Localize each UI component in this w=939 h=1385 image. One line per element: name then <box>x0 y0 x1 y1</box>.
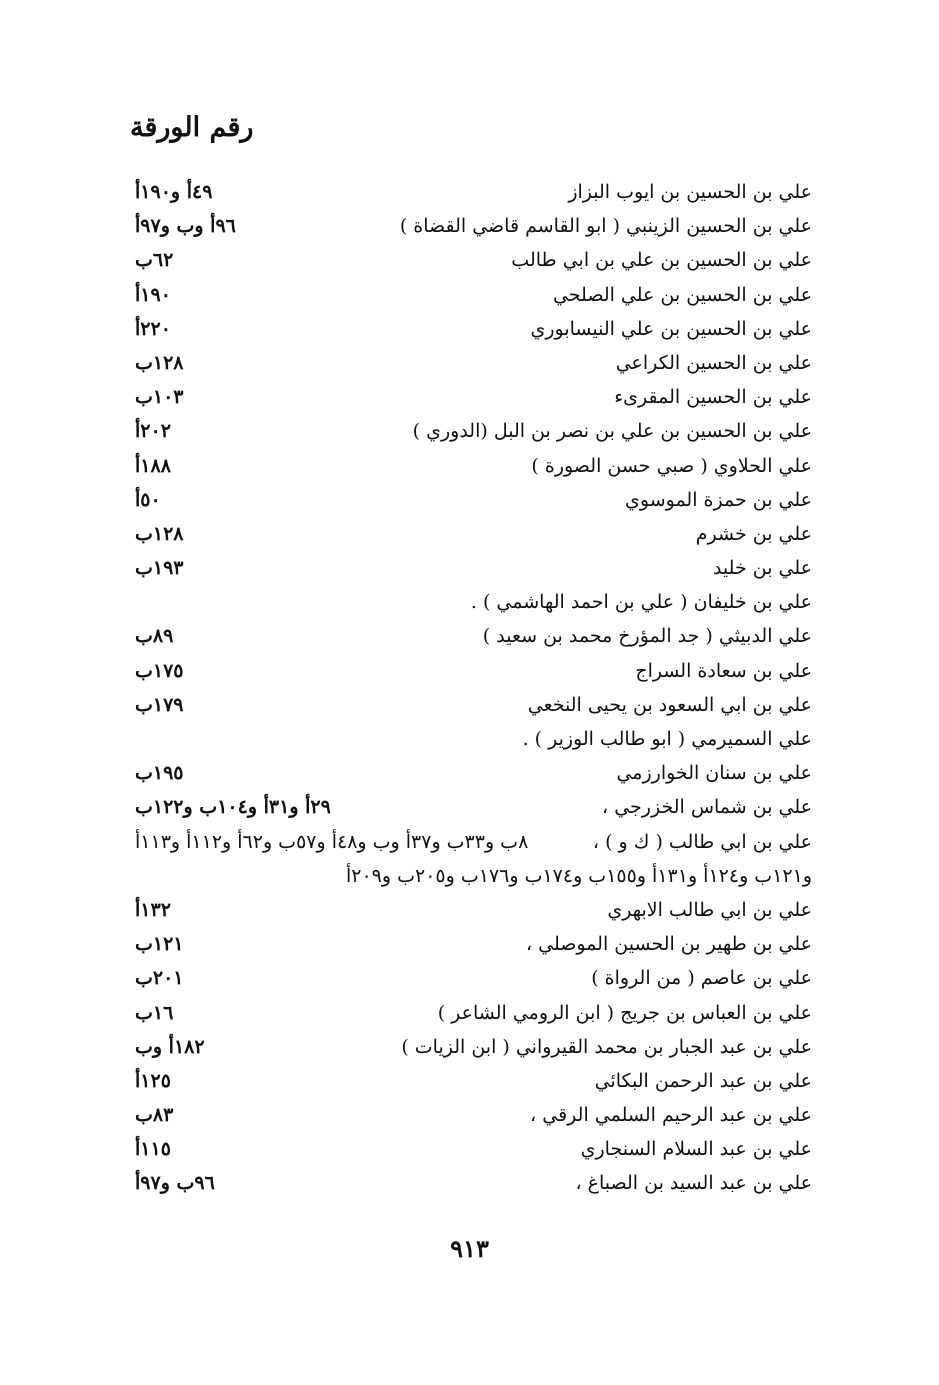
entry-name: علي بن عبد الجبار بن محمد القيرواني ( ابن الزيات ) <box>401 1035 812 1058</box>
entry-name: علي بن الحسين المقرىء <box>614 386 812 409</box>
entry-name: علي بن عبد السيد بن الصباغ ، <box>575 1172 812 1195</box>
index-entry <box>0 654 939 688</box>
entry-name: علي بن سنان الخوارزمي <box>616 762 812 785</box>
entry-folio-reference: ١٩٠أ <box>135 283 171 306</box>
entry-name: علي بن خشرم <box>695 522 812 545</box>
entry-folio-reference: ١٢٥أ <box>135 1069 171 1092</box>
index-entry <box>0 414 939 448</box>
index-entry <box>0 927 939 961</box>
index-entry <box>0 1064 939 1098</box>
entry-name: علي السميرمي ( ابو طالب الوزير ) . <box>522 728 812 750</box>
entry-name: علي بن الحسين بن علي النيسابوري <box>530 317 812 340</box>
index-entry <box>0 312 939 346</box>
index-entry <box>0 278 939 312</box>
index-entries-list <box>0 175 939 1201</box>
entry-name: علي بن ابي طالب ( ك و ) ، <box>592 830 812 853</box>
entry-folio-reference: ١٢٨ب <box>135 351 184 374</box>
entry-name: علي بن الحسين بن علي الصلحي <box>552 283 812 306</box>
page-number: ٩١٣ <box>450 1234 489 1263</box>
entry-folio-reference: ١٣٢أ <box>135 898 171 921</box>
entry-folio-reference: ٩٦أ وب و٩٧أ <box>135 215 236 238</box>
entry-name: علي بن ابي السعود بن يحيى النخعي <box>527 693 812 716</box>
index-entry <box>0 483 939 517</box>
index-entry <box>0 790 939 824</box>
entry-folio-reference: ١٩٥ب <box>135 762 184 785</box>
entry-folio-reference: ١٩٣ب <box>135 557 184 580</box>
entry-name: علي بن عاصم ( من الرواة ) <box>591 967 812 990</box>
entry-folio-reference: ٤٩أ و١٩٠أ <box>135 181 213 203</box>
entry-folio-reference: ١٨٢أ وب <box>135 1035 205 1058</box>
page-heading: رقم الورقة <box>130 112 254 143</box>
index-entry <box>0 449 939 483</box>
entry-name: علي بن الحسين بن علي بن ابي طالب <box>511 249 812 272</box>
index-entry <box>0 688 939 722</box>
entry-folio-reference: ٢٢٠أ <box>135 317 171 340</box>
entry-folio-reference: ٢٩أ و٣١أ و١٠٤ب و١٢٢ب <box>135 796 331 819</box>
index-entry <box>0 175 939 209</box>
entry-folio-reference: ١٧٩ب <box>135 693 184 716</box>
entry-name: علي بن شماس الخزرجي ، <box>602 796 812 819</box>
entry-name: علي بن حمزة الموسوي <box>625 488 812 511</box>
entry-folio-reference: ٨٩ب <box>135 625 174 648</box>
entry-folio-reference: ٨٣ب <box>135 1104 174 1127</box>
entry-name: علي بن خليفان ( علي بن احمد الهاشمي ) . <box>470 591 812 614</box>
index-entry <box>0 380 939 414</box>
index-entry <box>0 996 939 1030</box>
entry-name: علي بن ابي طالب الابهري <box>607 898 812 921</box>
entry-references-continued: و١٢١ب و١٢٤أ و١٣١أ و١٥٥ب و١٧٤ب و١٧٦ب و٢٠٥ب و٢٠٩أ <box>345 864 812 887</box>
entry-name: علي بن الحسين الزينبي ( ابو القاسم قاضي القضاة ) <box>399 215 812 238</box>
index-entry <box>0 209 939 243</box>
entry-folio-reference: ٦٢ب <box>135 249 174 272</box>
entry-folio-reference: ١٢١ب <box>135 933 184 956</box>
index-entry <box>0 756 939 790</box>
entry-folio-reference: ٨ب و٣٣ب و٣٧أ وب و٤٨أ و٥٧ب و٦٢أ و١١٢أ و١١٣أ <box>135 830 529 853</box>
entry-folio-reference: ١١٥أ <box>135 1138 171 1161</box>
index-entry <box>0 1030 939 1064</box>
entry-name: علي بن الحسين بن علي بن نصر بن البل (الدوري ) <box>412 420 812 443</box>
entry-folio-reference: ١٦ب <box>135 1001 174 1024</box>
entry-name: علي بن الحسين بن ايوب البزاز <box>568 181 812 203</box>
entry-name: علي الحلاوي ( صبي حسن الصورة ) <box>531 454 812 477</box>
entry-name: علي بن العباس بن جريج ( ابن الرومي الشاعر ) <box>437 1001 812 1024</box>
index-entry <box>0 1098 939 1132</box>
index-entry <box>0 1132 939 1166</box>
index-entry <box>0 893 939 927</box>
entry-name: علي بن طهير بن الحسين الموصلي ، <box>525 933 812 956</box>
index-entry <box>0 722 939 756</box>
index-entry <box>0 346 939 380</box>
entry-name: علي الدبيثي ( جد المؤرخ محمد بن سعيد ) <box>482 625 812 648</box>
entry-name: علي بن عبد الرحيم السلمي الرقي ، <box>530 1104 812 1127</box>
entry-folio-reference: ١٨٨أ <box>135 454 171 477</box>
index-entry <box>0 585 939 619</box>
entry-name: علي بن عبد الرحمن البكائي <box>594 1069 812 1092</box>
entry-name: علي بن عبد السلام السنجاري <box>580 1138 812 1161</box>
entry-folio-reference: ٩٦ب و٩٧أ <box>135 1172 215 1195</box>
entry-name: علي بن الحسين الكراعي <box>615 351 812 374</box>
index-entry <box>0 1166 939 1200</box>
index-entry <box>0 961 939 995</box>
index-entry <box>0 517 939 551</box>
entry-folio-reference: ١٧٥ب <box>135 659 184 682</box>
entry-name: علي بن خليد <box>712 557 812 580</box>
index-entry <box>0 551 939 585</box>
entry-name: علي بن سعادة السراج <box>635 659 812 682</box>
entry-folio-reference: ١٠٣ب <box>135 386 184 409</box>
entry-folio-reference: ٢٠١ب <box>135 967 184 990</box>
index-entry <box>0 825 939 859</box>
index-entry <box>0 243 939 277</box>
entry-folio-reference: ٥٠أ <box>135 488 161 511</box>
index-entry <box>0 859 939 893</box>
entry-folio-reference: ١٢٨ب <box>135 522 184 545</box>
entry-folio-reference: ٢٠٢أ <box>135 420 171 443</box>
index-entry <box>0 619 939 653</box>
